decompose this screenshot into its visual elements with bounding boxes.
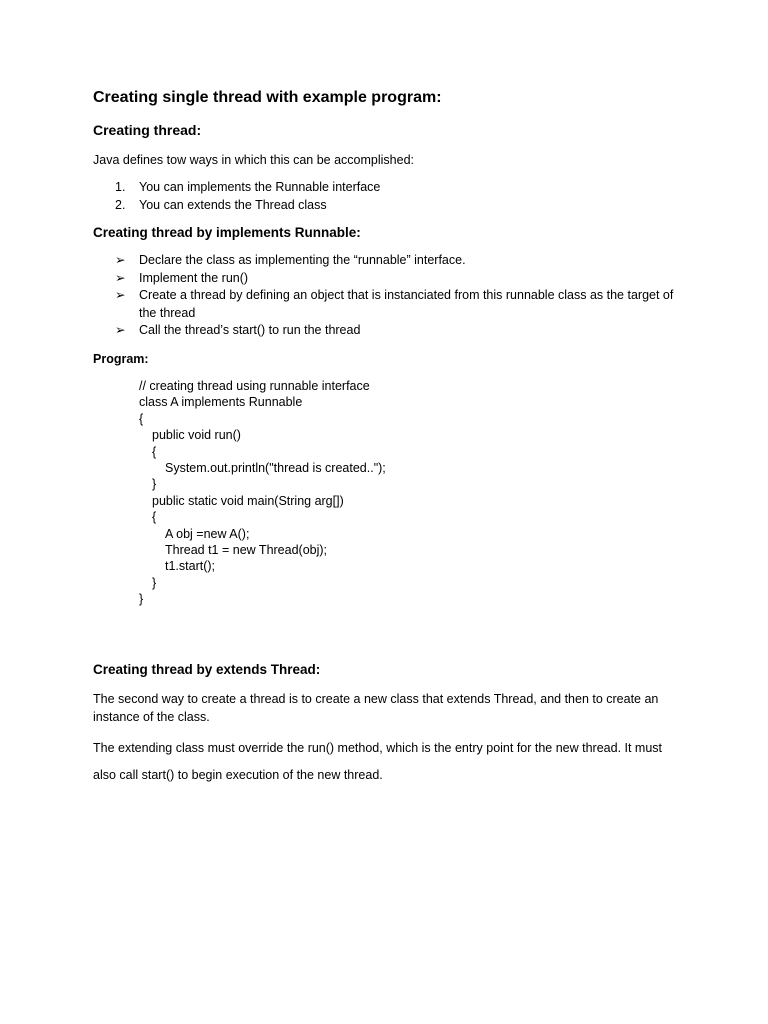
arrow-bullet-icon: ➢	[115, 253, 126, 267]
code-line: class A implements Runnable	[139, 395, 303, 410]
code-line: {	[152, 444, 157, 459]
extends-paragraph-2: The extending class must override the run() method, which is the entry point for the new thread. It must also call start() to begin execution of the new thread.	[93, 741, 663, 782]
code-line: public static void main(String arg[])	[152, 493, 344, 508]
list-number: 1.	[115, 180, 126, 194]
list-item	[93, 322, 680, 340]
code-block	[139, 378, 680, 608]
section-heading: Creating thread:	[93, 122, 202, 138]
list-item-text: Implement the run()	[139, 270, 249, 285]
list-item	[93, 197, 680, 215]
code-line: }	[152, 575, 157, 590]
runnable-heading: Creating thread by implements Runnable:	[93, 225, 361, 240]
list-item-text: Call the thread’s start() to run the thread	[139, 323, 361, 337]
code-line: Thread t1 = new Thread(obj);	[165, 543, 328, 558]
arrow-bullet-icon: ➢	[115, 270, 126, 285]
code-line: System.out.println("thread is created..");	[165, 461, 386, 476]
code-line: t1.start();	[165, 559, 216, 574]
list-item-text: Declare the class as implementing the “runnable” interface.	[139, 253, 466, 267]
list-item	[93, 287, 680, 322]
list-item-text: You can implements the Runnable interface	[139, 180, 381, 194]
extends-paragraph-1: The second way to create a thread is to create a new class that extends Thread, and then to create an instance of the class.	[93, 692, 659, 724]
list-item	[93, 270, 680, 288]
code-line: {	[152, 510, 157, 525]
arrow-bullet-icon: ➢	[115, 288, 126, 302]
extends-heading: Creating thread by extends Thread:	[93, 662, 321, 677]
list-item	[93, 179, 680, 197]
ways-list	[93, 179, 680, 214]
code-line: A obj =new A();	[165, 526, 250, 541]
arrow-bullet-icon: ➢	[115, 323, 126, 337]
intro-paragraph: Java defines tow ways in which this can be accomplished:	[93, 153, 414, 167]
code-line: {	[139, 411, 144, 426]
code-line: // creating thread using runnable interface	[139, 379, 370, 393]
document-title: Creating single thread with example program:	[93, 89, 442, 106]
list-item-text: Create a thread by defining an object that is instanciated from this runnable class as the target of the thread	[139, 288, 674, 320]
code-line: }	[152, 477, 157, 492]
list-number: 2.	[115, 197, 126, 212]
runnable-steps-list	[93, 252, 680, 340]
code-line: public void run()	[152, 428, 241, 443]
code-line: }	[139, 592, 144, 607]
list-item	[93, 252, 680, 270]
list-item-text: You can extends the Thread class	[139, 197, 327, 212]
program-label: Program:	[93, 352, 149, 366]
